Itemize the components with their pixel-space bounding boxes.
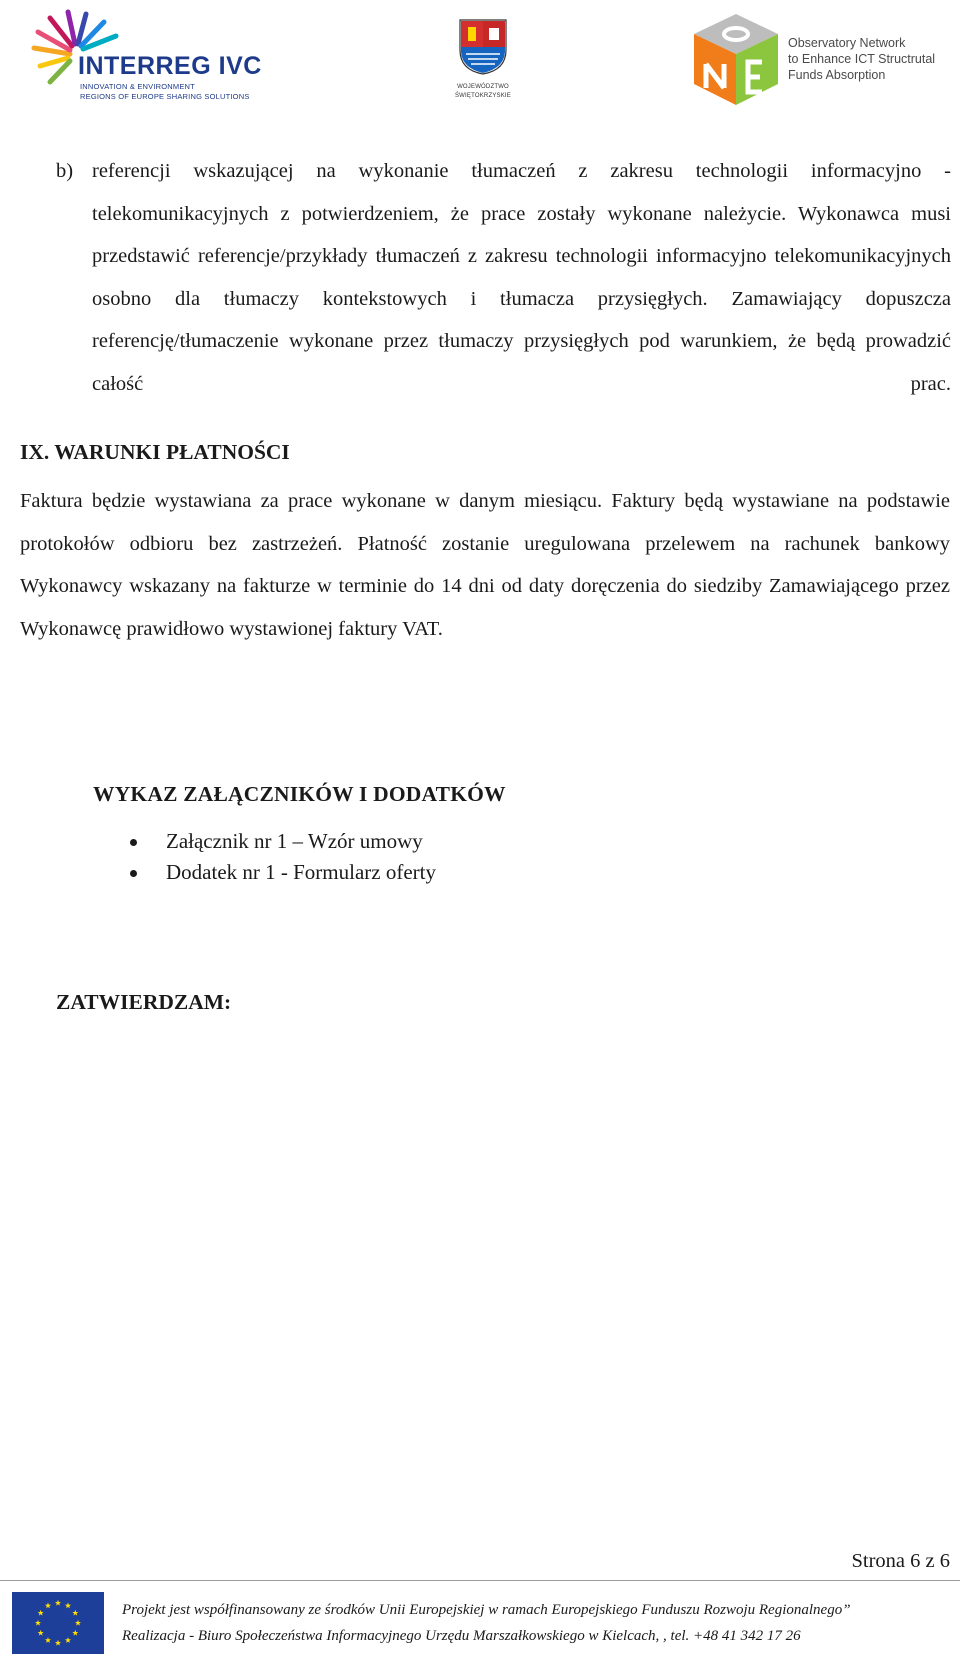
interreg-subtitle-2: REGIONS OF EUROPE SHARING SOLUTIONS — [80, 92, 250, 101]
crest-shield-icon — [458, 18, 508, 76]
attachments-list — [128, 826, 436, 888]
list-item-label: Załącznik nr 1 – Wzór umowy — [166, 829, 423, 853]
bullet-icon — [130, 870, 137, 877]
footer-line-1: Projekt jest współfinansowany ze środków Unii Europejskiej w ramach Europejskiego Funduszu Rozwoju Regionalnego” — [122, 1602, 851, 1618]
list-item — [128, 826, 436, 857]
one-line-3: Funds Absorption — [788, 68, 886, 82]
page-header — [0, 0, 960, 120]
interreg-logo — [20, 8, 290, 103]
section-heading: IX. WARUNKI PŁATNOŚCI — [20, 440, 290, 464]
list-item-text: referencji wskazującej na wykonanie tłumaczeń z zakresu technologii informacyjno - telekomunikacyjnych z potwierdzeniem, że prace zostały wykonane należycie. Wykonawca musi przedstawić referencje/przykłady tłumaczeń z zakresu technologii informacyjno telekomunikacyjnych osobno dla tłumaczy kontekstowych i tłumacza przysięgłych. Zamawiający dopuszcza referencję/tłumaczenie wykonane przez tłumaczy przysięgłych pod warunkiem, że będą prowadzić całość prac. — [92, 160, 951, 395]
one-line-1: Observatory Network — [788, 36, 906, 50]
footer-divider — [0, 1580, 960, 1581]
eu-flag-icon — [12, 1592, 104, 1654]
interreg-subtitle-1: INNOVATION & ENVIRONMENT — [80, 82, 195, 91]
approval-label: ZATWIERDZAM: — [56, 990, 232, 1014]
bullet-icon — [130, 839, 137, 846]
list-item — [128, 857, 436, 888]
attachments-heading: WYKAZ ZAŁĄCZNIKÓW I DODATKÓW — [93, 782, 506, 806]
page-number: Strona 6 z 6 — [851, 1550, 950, 1572]
section-paragraph: Faktura będzie wystawiana za prace wykonane w danym miesiącu. Faktury będą wystawiane na podstawie protokołów odbioru bez zastrzeżeń. Płatność zostanie uregulowana przelewem na rachunek bankowy Wykonawcy wskazany na fakturze w terminie do 14 dni od daty doręczenia do siedziby Zamawiającego przez Wykonawcę prawidłowo wystawionej faktury VAT. — [20, 490, 950, 640]
voivodeship-crest — [448, 18, 518, 104]
crest-caption-1: WOJEWÓDZTWO — [457, 84, 509, 90]
one-line-2: to Enhance ICT Structrutal — [788, 52, 936, 66]
one-cube-icon — [690, 12, 782, 107]
one-network-logo — [690, 12, 950, 107]
crest-caption-2: ŚWIĘTOKRZYSKIE — [454, 93, 512, 99]
footer-line-2: Realizacja - Biuro Społeczeństwa Informacyjnego Urzędu Marszałkowskiego w Kielcach, , tel. +48 41 342 17 26 — [122, 1628, 801, 1644]
interreg-name: INTERREG IVC — [78, 52, 262, 80]
list-marker: b) — [56, 160, 74, 182]
list-item-label: Dodatek nr 1 - Formularz oferty — [166, 860, 436, 884]
